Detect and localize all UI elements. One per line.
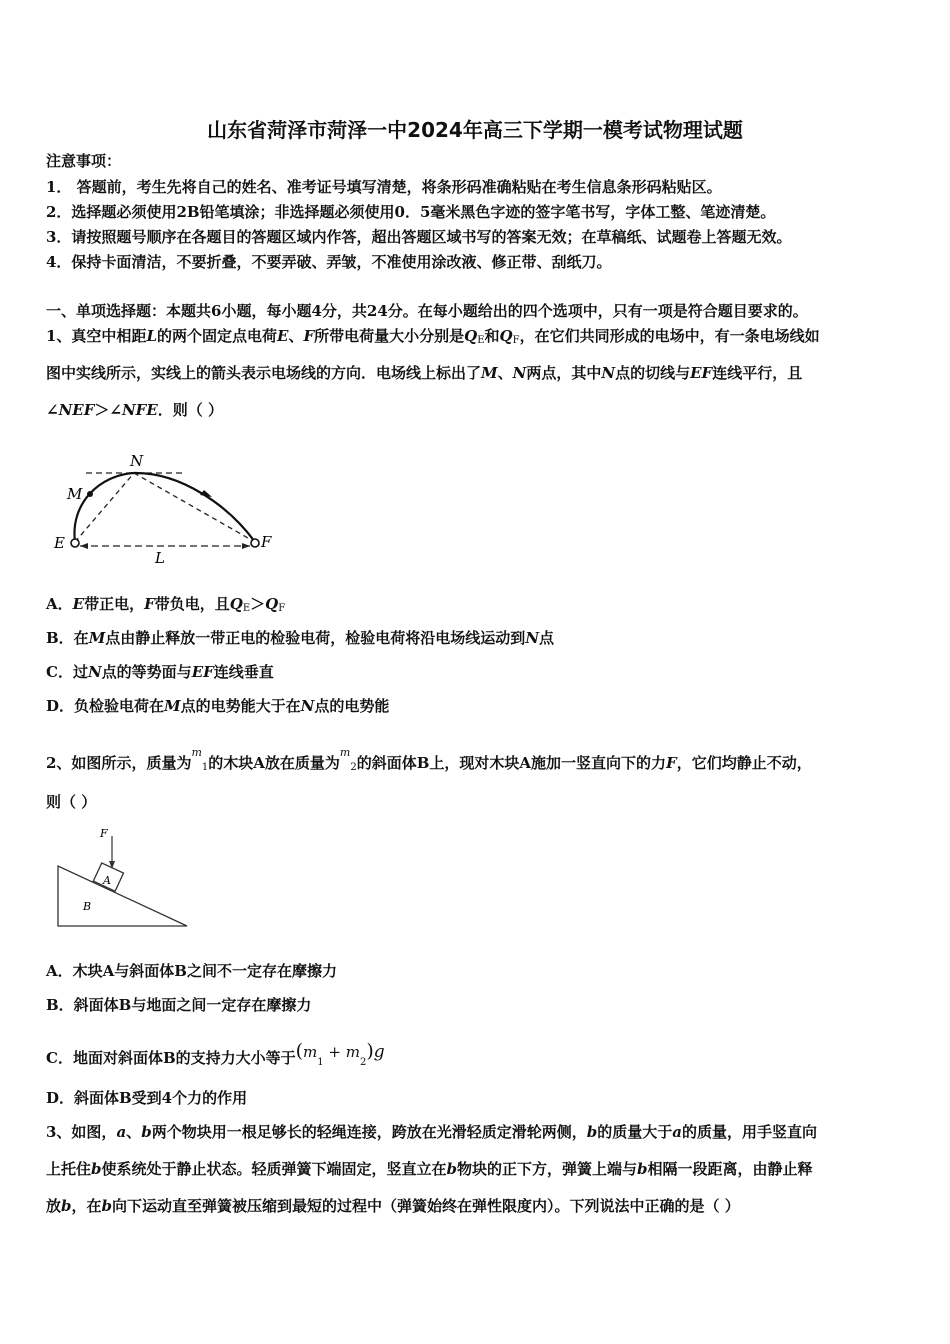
charge-e (71, 539, 79, 547)
section-heading: 一、单项选择题：本题共6小题，每小题4分，共24分。在每小题给出的四个选项中，只有一项是符合题目要求的。 (46, 302, 808, 320)
label-e: E (54, 534, 65, 552)
notice-item-1: 1． 答题前，考生先将自己的姓名、准考证号填写清楚，将条形码准确粘贴在考生信息条形码粘贴区。 (46, 178, 722, 196)
label-block-a: A (103, 874, 111, 887)
q3-stem-line-2: 上托住b使系统处于静止状态。轻质弹簧下端固定，竖直立在b物块的正下方，弹簧上端与b相隔一段距离，由静止释 (46, 1160, 813, 1178)
q2-incline-figure (52, 822, 197, 932)
distance-arrow-right-icon (242, 543, 250, 549)
q1-option-b: B．在M点由静止释放一带正电的检验电荷，检验电荷将沿电场线运动到N点 (46, 629, 555, 647)
label-incline-b: B (83, 900, 92, 913)
q1-stem-line-1: 1、真空中相距L的两个固定点电荷E、F所带电荷量大小分别是$Q_E$和$Q_F$，在它们共同形成的电场中，有一条电场线如 (46, 327, 820, 346)
q1-option-c: C．过N点的等势面与EF连线垂直 (46, 663, 274, 681)
notice-item-4: 4．保持卡面清洁，不要折叠，不要弄破、弄皱，不准使用涂改液、修正带、刮纸刀。 (46, 253, 612, 271)
q2-option-a: A．木块A与斜面体B之间不一定存在摩擦力 (46, 962, 337, 980)
segment-nf (134, 473, 255, 542)
notice-heading: 注意事项： (46, 152, 122, 170)
q1-stem-line-2: 图中实线所示，实线上的箭头表示电场线的方向．电场线上标出了M、N两点，其中N点的切线与EF连线平行，且 (46, 364, 803, 382)
point-m (87, 491, 93, 497)
q1-option-a: A．E带正电，F带负电，且$Q_E>Q_F$ (46, 595, 286, 614)
q3-stem-line-1: 3、如图，a、b两个物块用一根足够长的轻绳连接，跨放在光滑轻质定滑轮两侧，b的质量大于a的质量，用手竖直向 (46, 1123, 817, 1141)
label-n: N (130, 452, 144, 470)
label-l: L (155, 549, 165, 567)
q1-stem-line-3: ∠NEF＞∠NFE．则（ ） (46, 401, 223, 419)
page-title: 山东省菏泽市菏泽一中2024年高三下学期一模考试物理试题 (207, 118, 743, 142)
label-m: M (67, 485, 83, 503)
field-line-curve (74, 473, 255, 542)
q2-option-b: B．斜面体B与地面之间一定存在摩擦力 (46, 996, 312, 1014)
q2-option-d: D．斜面体B受到4个力的作用 (46, 1089, 248, 1107)
label-f: F (261, 533, 272, 551)
direction-arrow-icon (200, 490, 212, 497)
label-force-f: F (100, 827, 108, 840)
charge-f (251, 539, 259, 547)
q3-stem-line-3: 放b，在b向下运动直至弹簧被压缩到最短的过程中（弹簧始终在弹性限度内）。下列说法中正确的是（ ） (46, 1197, 740, 1215)
q1-option-d: D．负检验电荷在M点的电势能大于在N点的电势能 (46, 697, 390, 715)
notice-item-3: 3．请按照题号顺序在各题目的答题区域内作答，超出答题区域书写的答案无效；在草稿纸、试题卷上答题无效。 (46, 228, 792, 246)
q2-stem-line-2: 则（ ） (46, 793, 97, 811)
segment-en (75, 473, 134, 542)
notice-item-2: 2．选择题必须使用2B铅笔填涂；非选择题必须使用0．5毫米黑色字迹的签字笔书写，字体工整、笔迹清楚。 (46, 203, 776, 221)
distance-arrow-left-icon (80, 543, 88, 549)
q1-field-line-figure (50, 448, 280, 568)
q2-option-c: C．地面对斜面体B的支持力大小等于$(m_1 + m_2)g$ (46, 1040, 385, 1068)
q2-stem-line-1: 2、如图所示，质量为$^m_1$的木块A放在质量为$^m_2$的斜面体B上，现对木块A施加一竖直向下的力F，它们均静止不动， (46, 746, 812, 773)
